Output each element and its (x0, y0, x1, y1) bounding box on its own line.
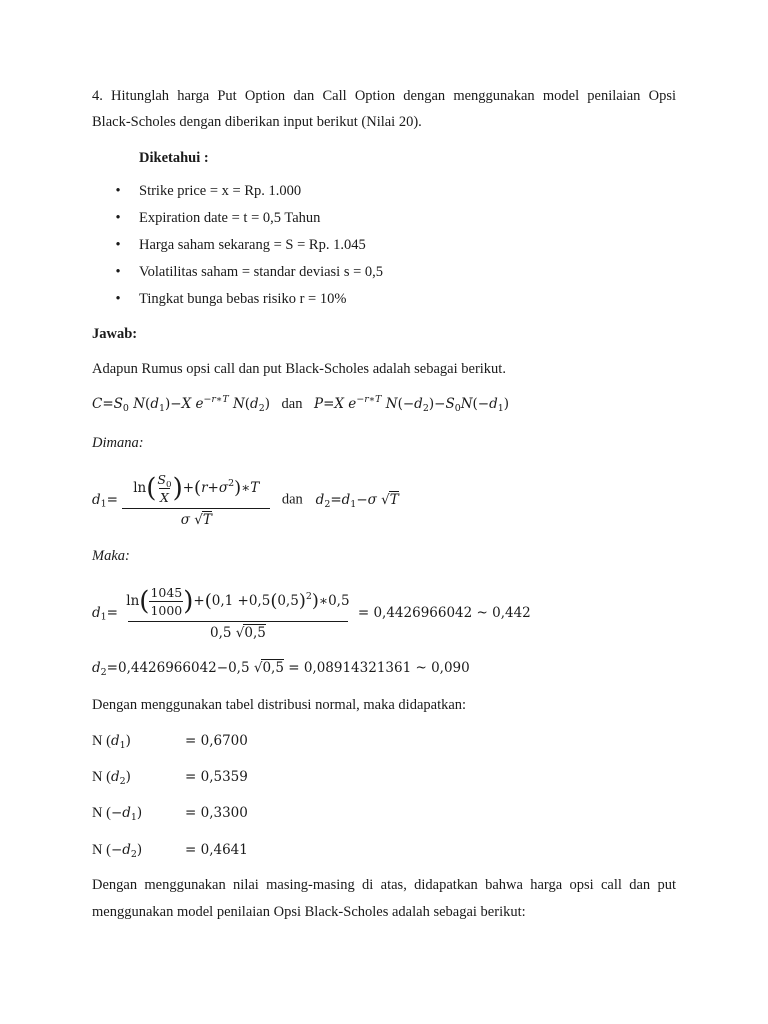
known-heading: Diketahui : (139, 150, 209, 166)
d1-numeric-fraction: ln( $\frac{1045}{1000}$ )$+(0,1 +0,5(0,5)^2)∗0,5$ 0,5 √0,5 (126, 585, 350, 641)
d1-formula: $d_1=$ ln( $\frac{S_0}{X}$ )$+(r+\sigma^2)∗T$ σ √T dan $d_2=d_1-\sigma$ √T (92, 472, 399, 528)
table-intro: Dengan menggunakan tabel distribusi normal, maka didapatkan: (92, 697, 467, 713)
list-item: N $(-d_1)$ = 0,3300 (92, 805, 248, 823)
bullet-icon: • (115, 183, 121, 199)
d2-result: = 0,08914321361 ~ 0,090 (288, 660, 470, 676)
closing-line-2: menggunakan model penilaian Opsi Black-Scholes adalah sebagai berikut: (92, 904, 526, 920)
question-line-1: 4. Hitunglah harga Put Option dan Call Option dengan menggunakan model penilaian Opsi (92, 88, 676, 104)
dan-label: dan (281, 396, 303, 412)
then-label: Maka: (92, 548, 130, 564)
list-item: N $(d_2)$ = 0,5359 (92, 769, 248, 787)
bullet-icon: • (115, 237, 121, 253)
document-page: 4. Hitunglah harga Put Option dan Call Option dengan menggunakan model penilaian Opsi Black-Scholes dengan diberikan input berikut (Nilai 20). Diketahui : • Strike price = x = Rp. 1.000 • Expiration date = t = 0,5 Tahun • Harga saham sekarang = S = Rp. 1.045 • Volatilitas saham = standar deviasi s = 0,5 • Tingkat bunga bebas risiko r = 10% Jawab: Adapun Rumus opsi call dan put Black-Scholes adalah sebagai berikut. $C=S_0$ $N(d_1)-X$ $e^{-r∗T}$ $N(d_2)$ dan P=X $e^{-r∗T}$ $N(-d_2)-S_0N(-d_1)$ Dimana: $d_1=$ ln( $\frac{S_0}{X}$ )$+(r+\sigma^2)∗T$ σ √T dan $d_2=d_1-\sigma$ √T Maka: $d_1=$ ln( $\frac{1045}{1000}$ )$+(0,1 +0,5(0,5)^2)∗0,5$ 0,5 √0,5 = 0,4426966042 ~ 0,442 $d_2=0,4426966042-0,5$ √0,5 = 0,08914321361 ~ 0,090 Dengan menggunakan tabel distribusi normal, maka didapatkan: N $(d_1)$ = 0,6700 N $(d_2)$ = 0,5359 N $(-d_1)$ = 0,3300 N $(-d_2)$ = 0,4641 Dengan menggunakan nilai masing-masing di atas, didapatkan bahwa harga opsi call dan put menggunakan model penilaian Opsi Black-Scholes adalah sebagai berikut: (0, 0, 768, 1024)
d2-calculation: $d_2=0,4426966042-0,5$ √0,5 = 0,08914321361 ~ 0,090 (92, 660, 470, 678)
d1-result: = 0,4426966042 ~ 0,442 (357, 605, 531, 621)
d1-calculation: $d_1=$ ln( $\frac{1045}{1000}$ )$+(0,1 +0,5(0,5)^2)∗0,5$ 0,5 √0,5 = 0,4426966042 ~ 0,442 (92, 585, 531, 641)
bullet-icon: • (115, 264, 121, 280)
list-item: N $(-d_2)$ = 0,4641 (92, 842, 248, 860)
formula-intro: Adapun Rumus opsi call dan put Black-Scholes adalah sebagai berikut. (92, 361, 506, 377)
bullet-icon: • (115, 291, 121, 307)
bullet-icon: • (115, 210, 121, 226)
answer-heading: Jawab: (92, 326, 138, 342)
black-scholes-formula: $C=S_0$ $N(d_1)-X$ $e^{-r∗T}$ $N(d_2)$ dan P=X $e^{-r∗T}$ $N(-d_2)-S_0N(-d_1)$ (92, 394, 510, 414)
closing-line-1: Dengan menggunakan nilai masing-masing di atas, didapatkan bahwa harga opsi call dan put (92, 877, 676, 893)
question-line-2: Black-Scholes dengan diberikan input berikut (Nilai 20). (92, 114, 422, 130)
d1-fraction: ln( $\frac{S_0}{X}$ )$+(r+\sigma^2)∗T$ σ √T (122, 472, 270, 528)
dan-label: dan (281, 491, 303, 508)
where-label: Dimana: (92, 435, 144, 451)
list-item: N $(d_1)$ = 0,6700 (92, 733, 248, 751)
